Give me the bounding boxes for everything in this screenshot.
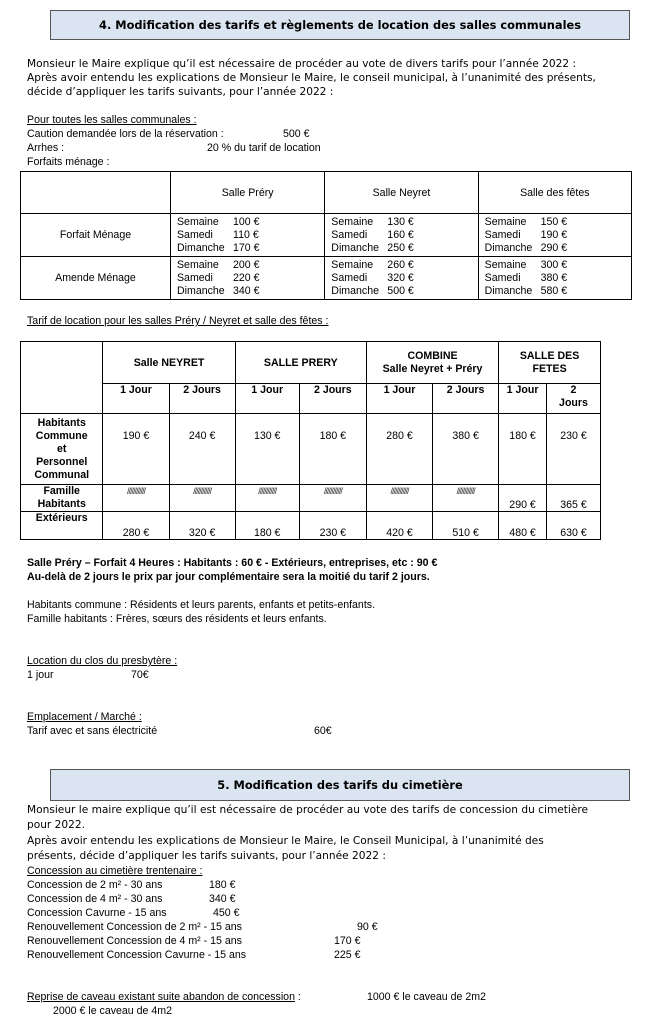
day-label: Dimanche — [484, 241, 533, 254]
location-row-label — [21, 485, 103, 512]
day-label: Samedi — [484, 271, 521, 284]
location-row-exterieurs — [21, 512, 601, 540]
price: 300 € — [540, 258, 568, 271]
price-cell: 510 € — [433, 512, 499, 540]
au-dela-note: Au-delà de 2 jours le prix par jour complémentaire sera la moitié du tarif 2 jours. — [27, 571, 430, 583]
hatch-mark: //////////// — [126, 486, 145, 496]
price-cell: 130 € — [235, 414, 299, 485]
price: 260 € — [387, 258, 414, 271]
concession-item-value: 340 € — [209, 893, 236, 905]
clos-title: Location du clos du presbytère : — [27, 655, 178, 667]
concession-item-label: Renouvellement Concession de 2 m² - 15 ans — [27, 921, 242, 933]
concession-item-label: Renouvellement Concession Cavurne - 15 ans — [27, 949, 247, 961]
day-label: Semaine — [331, 215, 374, 228]
s4-intro-1: Monsieur le Maire explique qu’il est nécessaire de procéder au vote de divers tarifs pour l’année 2022 : — [27, 58, 577, 70]
concession-item-value: 90 € — [357, 921, 378, 933]
caution-label: Caution demandée lors de la réservation : — [27, 128, 224, 140]
s4-intro-2: Après avoir entendu les explications de Monsieur le Maire, le conseil municipal, à l’unanimité des présents, — [27, 72, 596, 84]
hatch-mark: //////////// — [323, 486, 342, 496]
price: 340 € — [232, 284, 260, 297]
def-habitants: Habitants commune : Résidents et leurs parents, enfants et petits-enfants. — [27, 599, 376, 611]
price-cell: 180 € — [299, 414, 366, 485]
price: 160 € — [387, 228, 414, 241]
day-label: Dimanche — [484, 284, 533, 297]
price: 220 € — [232, 271, 260, 284]
menage-cell — [170, 214, 324, 257]
section-4-title — [50, 10, 630, 40]
location-title: Tarif de location pour les salles Préry / Neyret et salle des fêtes : — [27, 315, 329, 327]
group-header-fetes-line2: FETES — [532, 362, 567, 375]
hatched-cell — [433, 485, 499, 512]
menage-header-neyret: Salle Neyret — [325, 172, 478, 214]
price-cell: 320 € — [169, 512, 235, 540]
price-cell: 280 € — [103, 512, 169, 540]
hatch-mark: //////////// — [193, 486, 212, 496]
menage-header-prery: Salle Préry — [170, 172, 324, 214]
group-header-fetes — [499, 342, 601, 384]
reprise-line — [27, 991, 301, 1004]
price: 110 € — [232, 228, 259, 241]
caution-value: 500 € — [283, 128, 310, 140]
concession-item-label: Renouvellement Concession de 4 m² - 15 ans — [27, 935, 242, 947]
group-header-combine — [366, 342, 498, 384]
menage-row-label: Amende Ménage — [21, 257, 171, 300]
row-label-line: Communal — [34, 468, 90, 481]
section-5-title-text: 5. Modification des tarifs du cimetière — [217, 778, 463, 792]
price: 170 € — [232, 241, 260, 254]
row-label-line: Habitants — [37, 416, 86, 429]
hatched-cell — [169, 485, 235, 512]
price-cell: 190 € — [103, 414, 169, 485]
hatched-cell — [366, 485, 432, 512]
menage-cell — [170, 257, 324, 300]
hatched-cell — [299, 485, 366, 512]
sub-header — [546, 384, 600, 414]
sub-header: 2 Jours — [299, 384, 366, 414]
day-label: Samedi — [484, 228, 521, 241]
group-header-fetes-line1: SALLE DES — [519, 349, 580, 362]
menage-table — [20, 171, 632, 300]
group-header-prery: SALLE PRERY — [235, 342, 366, 384]
hatched-cell — [235, 485, 299, 512]
day-label: Dimanche — [176, 241, 225, 254]
sub-header: 1 Jour — [499, 384, 547, 414]
price: 190 € — [540, 228, 568, 241]
sub-header: 1 Jour — [235, 384, 299, 414]
s5-intro-3: Après avoir entendu les explications de Monsieur le Maire, le Conseil Municipal, à l’unanimité des — [27, 835, 544, 847]
forfaits-label: Forfaits ménage : — [27, 156, 110, 168]
price-cell: 380 € — [433, 414, 499, 485]
sub-header: 2 Jours — [169, 384, 235, 414]
price: 290 € — [540, 241, 568, 254]
concession-item-value: 225 € — [334, 949, 361, 961]
clos-value: 70€ — [131, 669, 149, 681]
def-famille: Famille habitants : Frères, sœurs des résidents et leurs enfants. — [27, 613, 327, 625]
menage-row-amende — [21, 257, 632, 300]
price: 100 € — [232, 215, 260, 228]
price-cell: 180 € — [499, 414, 547, 485]
row-label-line: Habitants — [37, 498, 86, 510]
menage-cell — [478, 214, 631, 257]
menage-cell — [325, 257, 478, 300]
menage-corner — [21, 172, 171, 214]
day-label: Samedi — [331, 228, 368, 241]
row-label-line: et — [56, 442, 67, 455]
s5-intro-2: pour 2022. — [27, 819, 85, 831]
price-cell: 280 € — [366, 414, 432, 485]
forfait-4h: Salle Préry – Forfait 4 Heures : Habitants : 60 € - Extérieurs, entreprises, etc : 90 € — [27, 557, 438, 569]
price: 580 € — [540, 284, 568, 297]
section-4-title-text: 4. Modification des tarifs et règlements de location des salles communales — [99, 18, 581, 32]
sub-header-line2: Jours — [559, 397, 588, 409]
section-5-title — [50, 769, 630, 801]
price: 500 € — [387, 284, 414, 297]
row-label-line: Personnel — [36, 455, 88, 468]
menage-header-fetes: Salle des fêtes — [478, 172, 631, 214]
day-label: Semaine — [176, 215, 219, 228]
reprise-label: Reprise de caveau existant suite abandon de concession — [27, 991, 295, 1003]
concession-item-label: Concession de 2 m² - 30 ans — [27, 879, 163, 891]
marche-value: 60€ — [314, 725, 332, 737]
location-row-famille — [21, 485, 601, 512]
arrhes-label: Arrhes : — [27, 142, 65, 154]
menage-cell — [325, 214, 478, 257]
location-row-label — [21, 414, 103, 485]
price-cell: 230 € — [546, 414, 600, 485]
clos-label: 1 jour — [27, 669, 54, 681]
all-rooms-heading: Pour toutes les salles communales : — [27, 114, 197, 126]
day-label: Samedi — [176, 228, 213, 241]
price: 250 € — [387, 241, 414, 254]
concession-title: Concession au cimetière trentenaire : — [27, 865, 203, 877]
price: 130 € — [387, 215, 414, 228]
sub-header: 2 Jours — [433, 384, 499, 414]
menage-row-forfait — [21, 214, 632, 257]
concession-item-label: Concession de 4 m² - 30 ans — [27, 893, 163, 905]
day-label: Samedi — [331, 271, 368, 284]
row-label-line: Commune — [35, 429, 88, 442]
price-cell: 230 € — [299, 512, 366, 540]
price: 320 € — [387, 271, 414, 284]
hatch-mark: //////////// — [456, 486, 475, 496]
menage-row-label: Forfait Ménage — [21, 214, 171, 257]
reprise-sep: : — [294, 991, 301, 1003]
hatch-mark: //////////// — [390, 486, 409, 496]
price: 150 € — [540, 215, 568, 228]
s5-intro-1: Monsieur le maire explique qu’il est nécessaire de procéder au vote des tarifs de concession du cimetière — [27, 804, 589, 816]
hatch-mark: //////////// — [258, 486, 277, 496]
s4-intro-3: décide d’appliquer les tarifs suivants, pour l’année 2022 : — [27, 86, 334, 98]
day-label: Samedi — [176, 271, 213, 284]
hatched-cell — [103, 485, 169, 512]
location-corner — [21, 342, 103, 414]
location-table — [20, 341, 601, 540]
concession-item-value: 450 € — [213, 907, 240, 919]
concession-item-label: Concession Cavurne - 15 ans — [27, 907, 167, 919]
day-label: Dimanche — [331, 241, 379, 254]
day-label: Dimanche — [176, 284, 225, 297]
s5-intro-4: présents, décide d’appliquer les tarifs suivants, pour l’année 2022 : — [27, 850, 386, 862]
sub-header-line1: 2 — [570, 384, 577, 396]
arrhes-value: 20 % du tarif de location — [207, 142, 321, 154]
price-cell: 630 € — [546, 512, 600, 540]
day-label: Semaine — [176, 258, 219, 271]
row-label-line: Famille — [43, 485, 80, 497]
group-header-combine-line2: Salle Neyret + Préry — [382, 362, 483, 375]
sub-header: 1 Jour — [366, 384, 432, 414]
group-header-neyret: Salle NEYRET — [103, 342, 235, 384]
menage-cell — [478, 257, 631, 300]
price-cell: 365 € — [546, 485, 600, 512]
day-label: Semaine — [484, 215, 527, 228]
group-header-combine-line1: COMBINE — [407, 349, 458, 362]
concession-item-value: 180 € — [209, 879, 236, 891]
day-label: Dimanche — [331, 284, 379, 297]
price-cell: 290 € — [499, 485, 547, 512]
price: 380 € — [540, 271, 568, 284]
price-cell: 480 € — [499, 512, 547, 540]
price-cell: 180 € — [235, 512, 299, 540]
reprise-value-2: 2000 € le caveau de 4m2 — [53, 1005, 172, 1017]
day-label: Semaine — [484, 258, 527, 271]
concession-item-value: 170 € — [334, 935, 361, 947]
day-label: Semaine — [331, 258, 374, 271]
location-row-habitants — [21, 414, 601, 485]
marche-label: Tarif avec et sans électricité — [27, 725, 158, 737]
price-cell: 420 € — [366, 512, 432, 540]
price-cell: 240 € — [169, 414, 235, 485]
reprise-value-1: 1000 € le caveau de 2m2 — [367, 991, 486, 1003]
row-label-line: Extérieurs — [35, 512, 88, 524]
marche-title: Emplacement / Marché : — [27, 711, 142, 723]
location-row-label — [21, 512, 103, 540]
sub-header: 1 Jour — [103, 384, 169, 414]
price: 200 € — [232, 258, 260, 271]
